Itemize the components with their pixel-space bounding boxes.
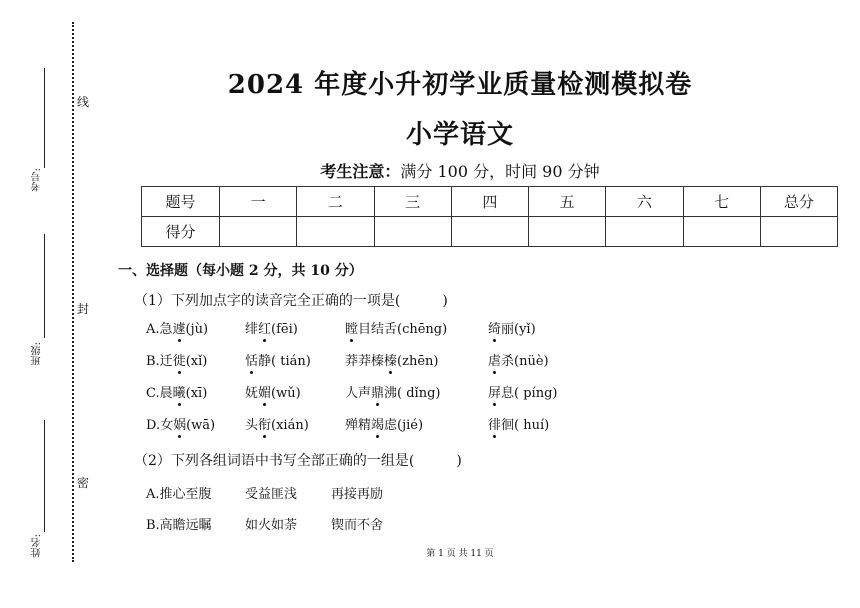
- name-line: [44, 420, 45, 532]
- q2-option-b-3: 锲而不舍: [331, 518, 384, 533]
- question-1-stem: （1）下列加点字的读音完全正确的一项是( ): [134, 293, 448, 309]
- score-input-cell[interactable]: [683, 217, 760, 247]
- q1-option-a-2: 绯红(fēi): [245, 322, 298, 337]
- q1-option-b-1: B.迁徙(xǐ): [146, 354, 208, 369]
- q1-option-a-1: A.急遽(jù): [146, 322, 209, 337]
- class-label: 班级:: [32, 342, 43, 366]
- exam-subtitle: 小学语文: [405, 120, 514, 150]
- notice-label: 考生注意：: [320, 162, 401, 181]
- score-table-header-row: [142, 187, 838, 217]
- score-cell: 得分: [142, 217, 220, 247]
- q2-option-a-1: A.推心至腹: [146, 487, 212, 502]
- score-table: [141, 186, 838, 247]
- score-cell: 总分: [760, 187, 837, 217]
- q1-option-c-2: 妩媚(wǔ): [245, 386, 301, 401]
- seal-char-mid: 封: [76, 302, 89, 316]
- score-cell: 四: [451, 187, 528, 217]
- seal-char-bottom: 密: [76, 476, 89, 490]
- score-input-cell[interactable]: [374, 217, 451, 247]
- score-cell: 七: [683, 187, 760, 217]
- score-cell: 一: [220, 187, 297, 217]
- q1-option-d-2: 头衔(xián): [245, 418, 309, 433]
- q2-option-b-2: 如火如荼: [245, 518, 298, 533]
- score-input-cell[interactable]: [760, 217, 837, 247]
- score-cell: 五: [529, 187, 606, 217]
- q1-option-c-4: 屏息( píng): [488, 386, 558, 401]
- seal-char-top: 线: [76, 95, 89, 109]
- class-line: [44, 234, 45, 338]
- q1-option-d-4: 徘徊( huí): [488, 418, 550, 433]
- score-table-score-row: [142, 217, 838, 247]
- exam-title: 2024 年度小升初学业质量检测模拟卷: [227, 70, 693, 100]
- notice-text: 满分 100 分，时间 90 分钟: [400, 162, 600, 181]
- score-cell: 六: [606, 187, 683, 217]
- q2-option-a-2: 受益匪浅: [245, 487, 298, 502]
- q1-option-a-3: 瞠目结舌(chēng): [345, 322, 448, 337]
- q1-option-b-2: 恬静( tián): [245, 354, 311, 369]
- seal-dotted-line: [72, 22, 74, 562]
- page-footer: 第 1 页 共 11 页: [426, 549, 494, 559]
- score-input-cell[interactable]: [606, 217, 683, 247]
- score-input-cell[interactable]: [297, 217, 374, 247]
- exam-no-label: 考号:: [32, 168, 43, 192]
- score-cell: 二: [297, 187, 374, 217]
- name-label: 姓名:: [32, 534, 43, 558]
- q1-option-c-3: 人声鼎沸( dǐng): [345, 386, 441, 401]
- section-heading: 一、选择题（每小题 2 分，共 10 分）: [118, 263, 363, 279]
- score-cell: 三: [374, 187, 451, 217]
- exam-notice: [0, 159, 860, 182]
- q1-option-b-3: 莽莽榛榛(zhēn): [345, 354, 439, 369]
- q1-option-d-1: D.女娲(wā): [146, 418, 216, 433]
- question-2-stem: （2）下列各组词语中书写全部正确的一组是( ): [134, 453, 462, 469]
- q1-option-c-1: C.晨曦(xī): [146, 386, 208, 401]
- score-cell: 题号: [142, 187, 220, 217]
- score-input-cell[interactable]: [220, 217, 297, 247]
- score-input-cell[interactable]: [451, 217, 528, 247]
- q1-option-b-4: 虐杀(nüè): [488, 354, 549, 369]
- score-input-cell[interactable]: [529, 217, 606, 247]
- q1-option-d-3: 殚精竭虑(jié): [345, 418, 424, 433]
- q2-option-b-1: B.高瞻远瞩: [146, 518, 212, 533]
- q2-option-a-3: 再接再励: [331, 487, 384, 502]
- q1-option-a-4: 绮丽(yǐ): [488, 322, 536, 337]
